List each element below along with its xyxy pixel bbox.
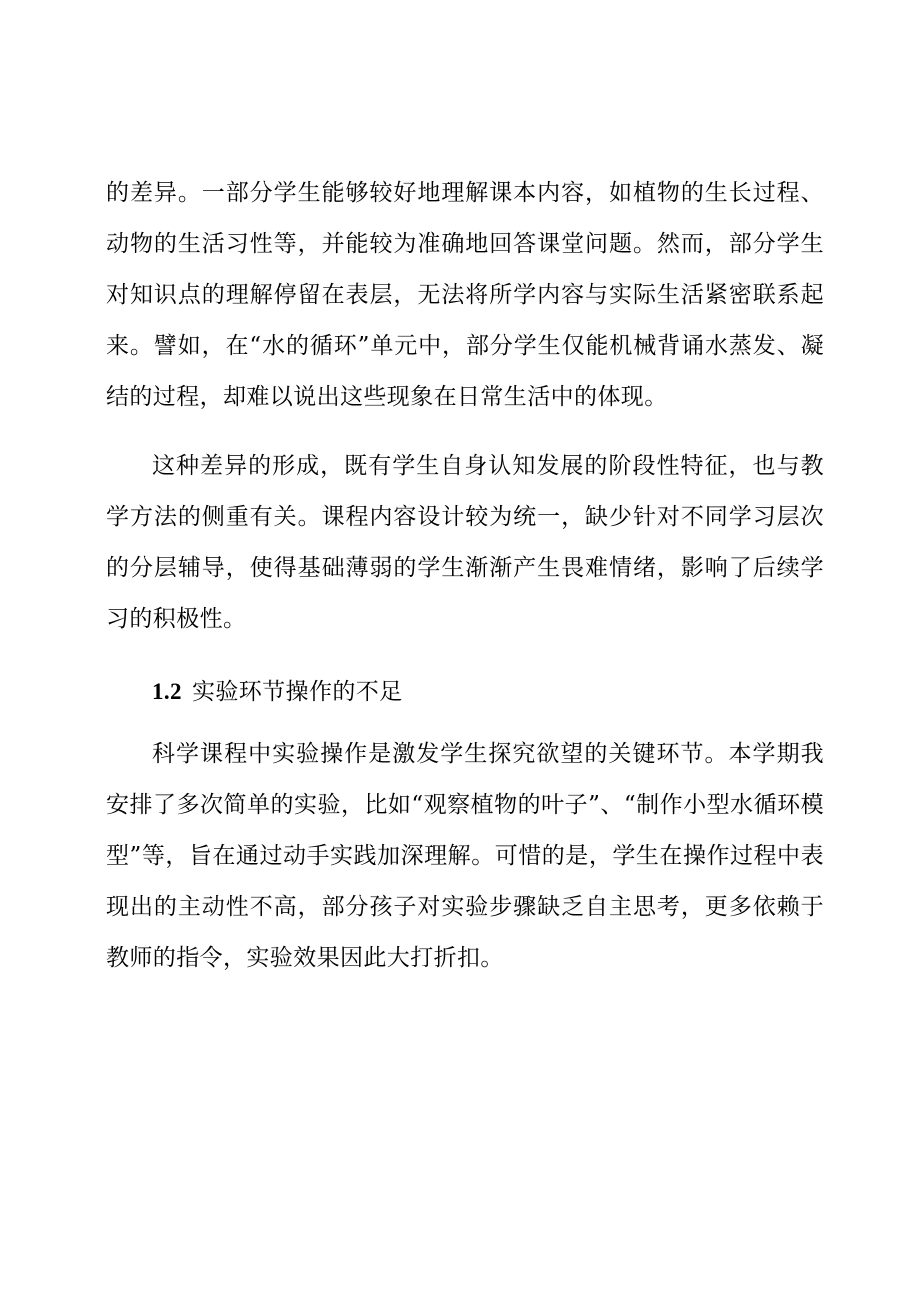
paragraph-experiment: 科学课程中实验操作是激发学生探究欲望的关键环节。本学期我安排了多次简单的实验，比如“观察植物的叶子”、“制作小型水循环模型”等，旨在通过动手实践加深理解。可惜的是，学生在操作过程中表现出的主动性不高，部分孩子对实验步骤缺乏自主思考，更多依赖于教师的指令，实验效果因此大打折扣。 bbox=[106, 741, 824, 971]
section-heading bbox=[106, 666, 824, 718]
document-body bbox=[106, 168, 824, 984]
paragraph-cause-analysis: 这种差异的形成，既有学生自身认知发展的阶段性特征，也与教学方法的侧重有关。课程内容设计较为统一，缺少针对不同学习层次的分层辅导，使得基础薄弱的学生渐渐产生畏难情绪，影响了后续学习的积极性。 bbox=[106, 453, 824, 632]
section-number: 1.2 bbox=[152, 679, 182, 704]
paragraph-continuation: 的差异。一部分学生能够较好地理解课本内容，如植物的生长过程、动物的生活习性等，并能较为准确地回答课堂问题。然而，部分学生对知识点的理解停留在表层，无法将所学内容与实际生活紧密联系起来。譬如，在“水的循环”单元中，部分学生仅能机械背诵水蒸发、凝结的过程，却难以说出这些现象在日常生活中的体现。 bbox=[106, 180, 824, 410]
section-title: 实验环节操作的不足 bbox=[191, 679, 403, 705]
